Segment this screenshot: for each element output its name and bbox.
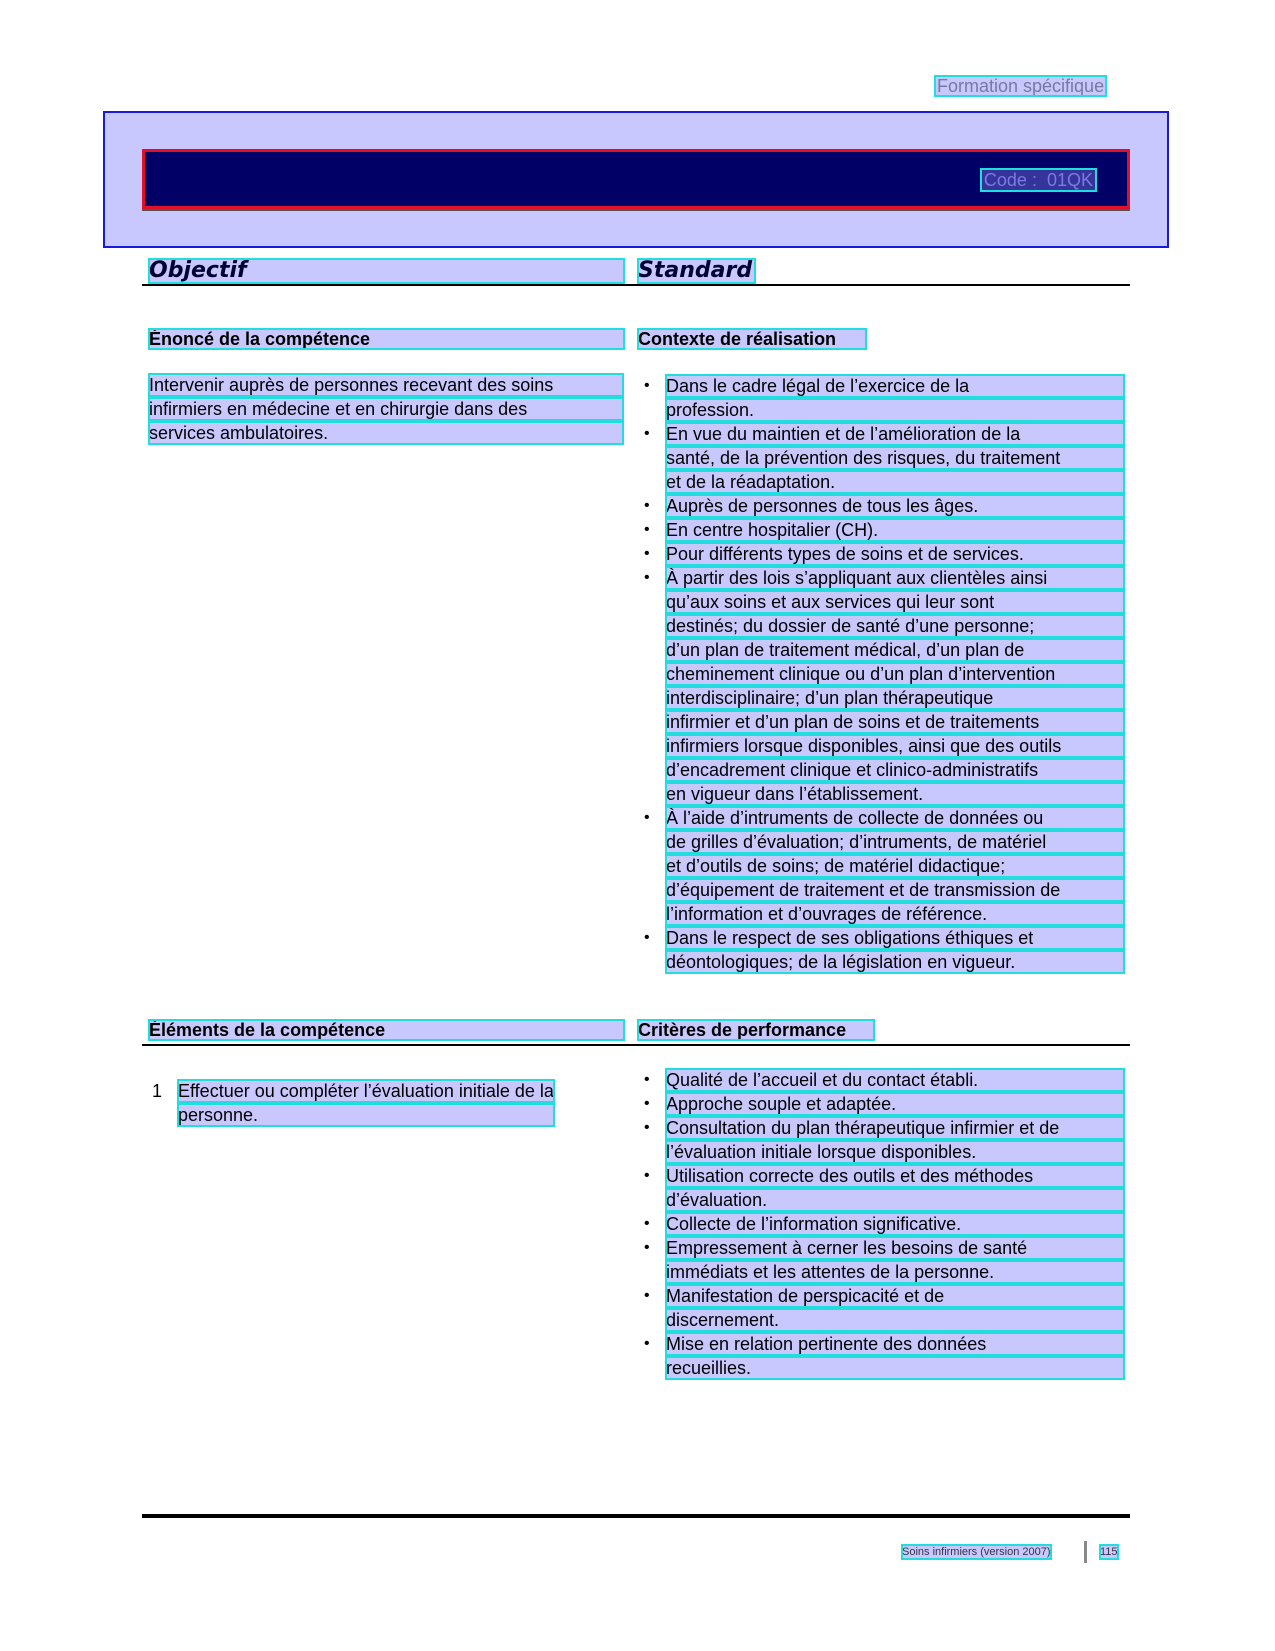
page-number: 115 [1100, 1546, 1118, 1558]
code-bar [142, 149, 1130, 209]
section-divider [142, 1044, 1130, 1046]
competency-code [982, 170, 1095, 190]
text-line: infirmiers en médecine et en chirurgie dans des [149, 398, 623, 420]
list-item [644, 1333, 1124, 1379]
text-line: de grilles d’évaluation; d’intruments, de matériel [666, 831, 1124, 853]
bullet-icon: • [644, 521, 650, 538]
text-line: À l’aide d’intruments de collecte de données ou [666, 807, 1124, 829]
text-line: cheminement clinique ou d’un plan d’intervention [666, 663, 1124, 685]
text-line: Approche souple et adaptée. [666, 1093, 1124, 1115]
text-line: Mise en relation pertinente des données [666, 1333, 1124, 1355]
footer-doc-title: Soins infirmiers (version 2007) [902, 1546, 1051, 1558]
list-item [644, 1237, 1124, 1283]
text-line: Consultation du plan thérapeutique infirmier et de [666, 1117, 1124, 1139]
text-line: profession. [666, 399, 1124, 421]
list-item [644, 807, 1124, 925]
competency-statement [149, 374, 623, 446]
text-line: l’évaluation initiale lorsque disponibles. [666, 1141, 1124, 1163]
list-item [644, 495, 1124, 517]
list-item [644, 1165, 1124, 1211]
text-line: Qualité de l’accueil et du contact établi. [666, 1069, 1124, 1091]
objective-column-title: Objectif [149, 259, 624, 283]
text-line: Effectuer ou compléter l’évaluation initiale de la [178, 1081, 554, 1101]
competency-statement-heading: Énoncé de la compétence [149, 329, 624, 349]
text-line: d’un plan de traitement médical, d’un plan de [666, 639, 1124, 661]
bullet-icon: • [644, 929, 650, 946]
footer-separator [1084, 1541, 1087, 1563]
list-item [644, 1285, 1124, 1331]
bullet-icon: • [644, 1215, 650, 1232]
context-list [644, 375, 1124, 975]
text-line: recueillies. [666, 1357, 1124, 1379]
bullet-icon: • [644, 1239, 650, 1256]
list-item [644, 927, 1124, 973]
element-number: 1 [152, 1081, 163, 1101]
text-line: Utilisation correcte des outils et des méthodes [666, 1165, 1124, 1187]
text-line: en vigueur dans l’établissement. [666, 783, 1124, 805]
text-line: infirmiers lorsque disponibles, ainsi que des outils [666, 735, 1124, 757]
criteria-list [644, 1069, 1124, 1381]
text-line: destinés; du dossier de santé d’une personne; [666, 615, 1124, 637]
list-item [644, 423, 1124, 493]
text-line: personne. [178, 1104, 554, 1126]
text-line: Pour différents types de soins et de services. [666, 543, 1124, 565]
list-item [644, 519, 1124, 541]
bullet-icon: • [644, 497, 650, 514]
bullet-icon: • [644, 1335, 650, 1352]
list-item [644, 1213, 1124, 1235]
text-line: d’encadrement clinique et clinico-administratifs [666, 759, 1124, 781]
text-line: Intervenir auprès de personnes recevant des soins [149, 374, 623, 396]
text-line: et d’outils de soins; de matériel didactique; [666, 855, 1124, 877]
program-type-label: Formation spécifique [937, 76, 1105, 96]
standard-column-title: Standard [638, 259, 755, 283]
text-line: interdisciplinaire; d’un plan thérapeutique [666, 687, 1124, 709]
text-line: déontologiques; de la législation en vigueur. [666, 951, 1124, 973]
bullet-icon: • [644, 545, 650, 562]
text-line: Manifestation de perspicacité et de [666, 1285, 1124, 1307]
text-line: et de la réadaptation. [666, 471, 1124, 493]
list-item [644, 1093, 1124, 1115]
performance-criteria-heading: Critères de performance [638, 1020, 874, 1040]
code-label: Code : [983, 170, 1037, 190]
list-item [644, 543, 1124, 565]
context-heading: Contexte de réalisation [638, 329, 866, 349]
text-line: d’évaluation. [666, 1189, 1124, 1211]
text-line: Auprès de personnes de tous les âges. [666, 495, 1124, 517]
list-item [644, 1117, 1124, 1163]
bullet-icon: • [644, 1287, 650, 1304]
text-line: immédiats et les attentes de la personne. [666, 1261, 1124, 1283]
text-line: discernement. [666, 1309, 1124, 1331]
element-text [178, 1080, 554, 1128]
bullet-icon: • [644, 1119, 650, 1136]
text-line: Dans le cadre légal de l’exercice de la [666, 375, 1124, 397]
text-line: qu’aux soins et aux services qui leur sont [666, 591, 1124, 613]
text-line: Collecte de l’information significative. [666, 1213, 1124, 1235]
list-item [644, 567, 1124, 805]
text-line: En vue du maintien et de l’amélioration de la [666, 423, 1124, 445]
text-line: Empressement à cerner les besoins de santé [666, 1237, 1124, 1259]
bullet-icon: • [644, 425, 650, 442]
header-divider [142, 284, 1130, 286]
bullet-icon: • [644, 1167, 650, 1184]
footer-rule [142, 1514, 1130, 1518]
text-line: santé, de la prévention des risques, du traitement [666, 447, 1124, 469]
bullet-icon: • [644, 1071, 650, 1088]
bullet-icon: • [644, 569, 650, 586]
bullet-icon: • [644, 1095, 650, 1112]
code-value: 01QK [1046, 170, 1093, 190]
text-line: l’information et d’ouvrages de référence. [666, 903, 1124, 925]
text-line: En centre hospitalier (CH). [666, 519, 1124, 541]
list-item [644, 375, 1124, 421]
text-line: d’équipement de traitement et de transmission de [666, 879, 1124, 901]
text-line: À partir des lois s’appliquant aux clientèles ainsi [666, 567, 1124, 589]
bullet-icon: • [644, 377, 650, 394]
list-item [644, 1069, 1124, 1091]
text-line: infirmier et d’un plan de soins et de traitements [666, 711, 1124, 733]
bullet-icon: • [644, 809, 650, 826]
text-line: Dans le respect de ses obligations éthiques et [666, 927, 1124, 949]
competency-elements-heading: Éléments de la compétence [149, 1020, 624, 1040]
text-line: services ambulatoires. [149, 422, 623, 444]
